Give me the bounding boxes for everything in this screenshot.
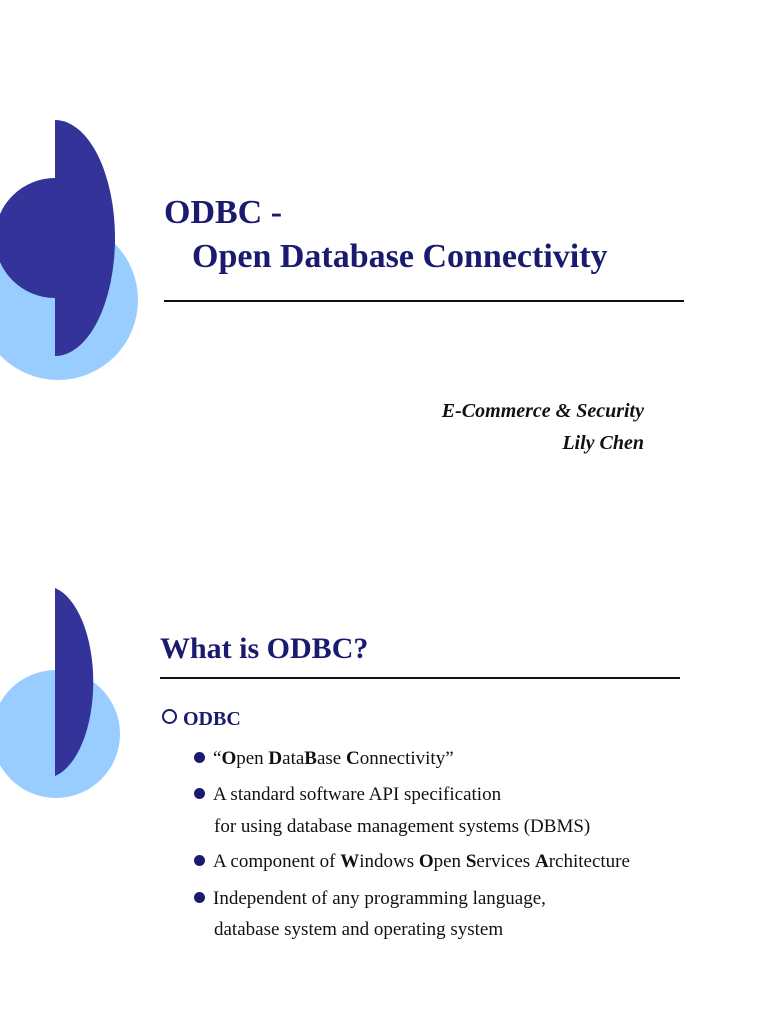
bullet-4-line2: database system and operating system [214, 919, 504, 940]
heading-rule [160, 677, 680, 679]
bullet-dot-icon [194, 752, 205, 763]
bullet-dot-icon [194, 855, 205, 866]
ring-bullet-icon [162, 709, 177, 724]
bullet-4-line1: Independent of any programming language, [213, 888, 546, 909]
bullet-2 [194, 784, 501, 806]
level1-label: ODBC [183, 708, 241, 730]
title-rule [164, 300, 684, 302]
slide-heading: What is ODBC? [160, 632, 369, 665]
bullet-dot-icon [194, 892, 205, 903]
bullet-2-line2: for using database management systems (DBMS) [214, 816, 591, 837]
bullet-dot-icon [194, 788, 205, 799]
decorative-circles [0, 0, 150, 512]
bullet-1-text: “Open DataBase Connectivity” [213, 748, 454, 769]
bullet-3-text: A component of Windows Open Services Architecture [213, 851, 630, 872]
bullet-3 [194, 851, 630, 873]
slide-title-line2: Open Database Connectivity [192, 238, 608, 275]
author-name: Lily Chen [562, 432, 644, 454]
course-name: E-Commerce & Security [441, 400, 644, 422]
level1-item [162, 708, 241, 731]
content-slide [0, 512, 768, 1024]
bullet-2-line1: A standard software API specification [213, 784, 502, 805]
decorative-circles [0, 512, 150, 1024]
slide-title-line1: ODBC - [164, 194, 283, 231]
bullet-1 [194, 748, 454, 770]
bullet-4 [194, 888, 546, 910]
